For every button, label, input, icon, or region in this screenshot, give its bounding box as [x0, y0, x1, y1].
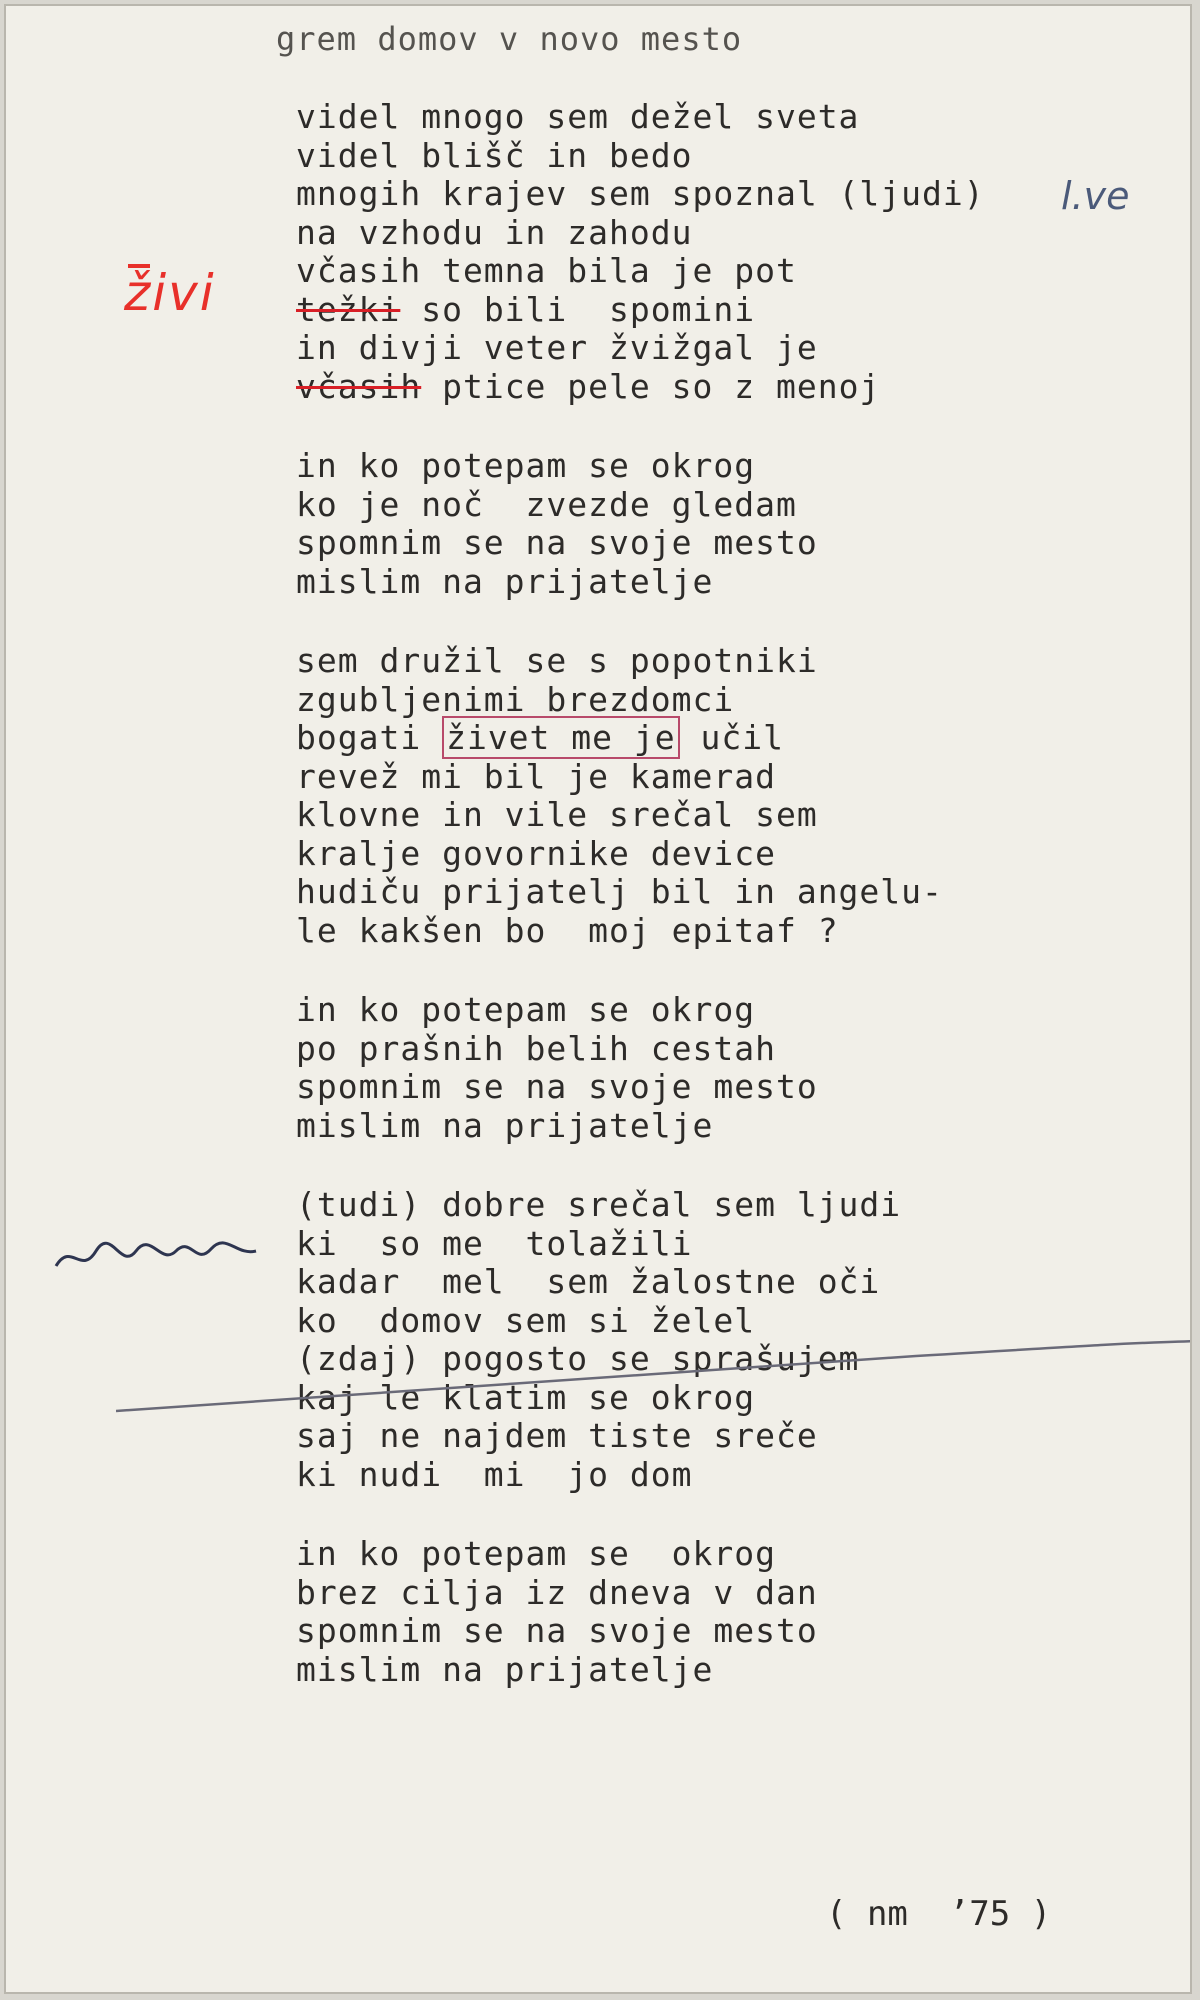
poem-line: saj ne najdem tiste sreče	[296, 1416, 818, 1455]
pencil-divider-line	[116, 1336, 1192, 1416]
poem-line: brez cilja iz dneva v dan	[296, 1572, 818, 1612]
poem-line: kadar mel sem žalostne oči	[296, 1262, 881, 1301]
handwritten-scribble	[46, 1221, 276, 1291]
poem-line: le kakšen bo moj epitaf ?	[296, 910, 839, 950]
poem-line: in divji veter žvižgal je	[296, 328, 818, 367]
struck-word: včasih	[296, 366, 422, 406]
poem-stanza	[296, 98, 985, 406]
poem-title: grem domov v novo mesto	[276, 20, 743, 58]
poem-line: včasih temna bila je pot	[296, 251, 797, 290]
poem-line: klovne in vile srečal sem	[296, 795, 818, 834]
poem-line: bogati živet me je učil	[296, 718, 784, 757]
struck-word: težki	[296, 289, 401, 329]
poem-line: spomnim se na svoje mesto	[296, 1067, 818, 1106]
poem-line: videl mnogo sem dežel sveta	[296, 97, 860, 136]
poem-line: po prašnih belih cestah	[296, 1028, 776, 1068]
poem-line: ki so me tolažili	[296, 1223, 693, 1263]
poem-line: ko je noč zvezde gledam	[296, 484, 797, 524]
poem-line: kaj le klatim se okrog	[296, 1377, 756, 1417]
poem-line: ki nudi mi jo dom	[296, 1454, 693, 1494]
poem-stanza	[296, 1535, 985, 1689]
poem-stanza	[296, 642, 985, 950]
margin-handwritten-annotation: l.ve	[1061, 174, 1130, 218]
poem-line: revež mi bil je kamerad	[296, 756, 776, 796]
poem-line: spomnim se na svoje mesto	[296, 523, 818, 562]
poem-line: kralje govornike device	[296, 833, 776, 873]
red-handwritten-annotation: živi	[124, 264, 216, 322]
poem-body	[296, 98, 985, 1730]
boxed-phrase: živet me je	[442, 716, 680, 759]
poem-line: hudiču prijatelj bil in angelu-	[296, 872, 943, 911]
poem-line: zgubljenimi brezdomci	[296, 679, 735, 719]
poem-stanza	[296, 447, 985, 601]
poem-line: spomnim se na svoje mesto	[296, 1611, 818, 1650]
poem-line: in ko potepam se okrog	[296, 446, 756, 485]
poem-line: mnogih krajev sem spoznal (ljudi)	[296, 174, 985, 213]
poem-line: in ko potepam se okrog	[296, 990, 756, 1029]
poem-line: ko domov sem si želel	[296, 1300, 756, 1340]
poem-line: in ko potepam se okrog	[296, 1534, 776, 1573]
poem-line: videl blišč in bedo	[296, 135, 693, 175]
poem-line: (tudi) dobre srečal sem ljudi	[296, 1185, 902, 1224]
poem-stanza	[296, 991, 985, 1145]
poem-line: težki so bili spomini	[296, 289, 756, 329]
signature-date: ( nm ’75 )	[826, 1894, 1052, 1934]
poem-line: mislim na prijatelje	[296, 1649, 714, 1689]
poem-line: včasih ptice pele so z menoj	[296, 366, 881, 406]
poem-line: (zdaj) pogosto se sprašujem	[296, 1339, 860, 1378]
typed-page	[4, 4, 1192, 1994]
poem-line: mislim na prijatelje	[296, 561, 714, 601]
poem-line: na vzhodu in zahodu	[296, 212, 693, 252]
poem-line: mislim na prijatelje	[296, 1105, 714, 1145]
poem-line: sem družil se s popotniki	[296, 641, 818, 680]
